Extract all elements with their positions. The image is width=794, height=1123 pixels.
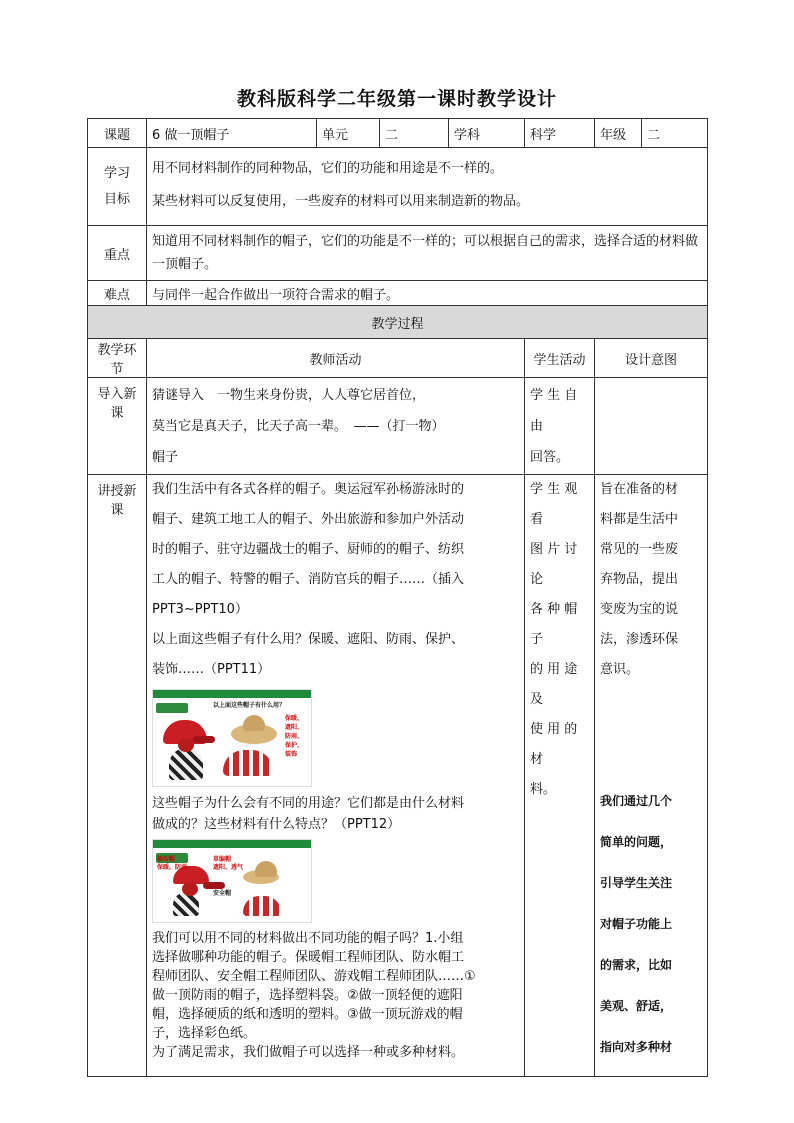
goal-line-2: 某些材料可以反复使用，一些废弃的材料可以用来制造新的物品。 bbox=[152, 194, 530, 209]
teach-row bbox=[88, 475, 708, 1077]
process-header-row bbox=[88, 339, 708, 378]
unit-value: 二 bbox=[380, 119, 449, 148]
straw-hat-icon bbox=[231, 724, 277, 744]
beanie-icon bbox=[173, 892, 199, 916]
teach-paragraph-1: 我们生活中有各式各样的帽子。奥运冠军孙杨游泳时的 帽子、建筑工地工人的帽子、外出旅游和参加户外活动 时的帽子、驻守边疆战士的帽子、厨师的的帽子、纺织 工人的帽子、特警的帽子、消防官兵的帽子……（插入 PPT3~PPT10） 以上面这些帽子有什么用？保暖、遮阳、防雨、保护、 装饰……（PPT11） bbox=[152, 482, 465, 677]
intro-student-1: 学 生 自 由 bbox=[530, 388, 578, 434]
subject-value: 科学 bbox=[525, 119, 595, 148]
difficulty-row bbox=[88, 281, 708, 306]
difficulty-text: 与同伴一起合作做出一项符合需求的帽子。 bbox=[147, 281, 708, 306]
intro-stage: 导入新课 bbox=[88, 378, 147, 475]
straw-hat-icon bbox=[243, 870, 279, 884]
intro-intent bbox=[595, 378, 708, 475]
difficulty-label: 难点 bbox=[88, 281, 147, 306]
process-title: 教学过程 bbox=[88, 306, 708, 339]
key-point-text: 知道用不同材料制作的帽子，它们的功能是不一样的；可以根据自己的需求，选择合适的材料做一顶帽子。 bbox=[147, 226, 708, 281]
intro-student-2: 回答。 bbox=[530, 450, 570, 465]
teach-paragraph-3: 我们可以用不同的材料做出不同功能的帽子吗？1.小组 选择做哪种功能的帽子。保暖帽工程师团队、防水帽工 程师团队、安全帽工程师团队、游戏帽工程师团队……① 做一顶防雨的帽子，选择塑料袋。②做一顶轻便的遮阳 帽，选择硬质的纸和透明的塑料。③做一顶玩游戏的帽 子，选择彩色纸。 为了满足需求，我们做帽子可以选择一种或多种材料。 bbox=[152, 931, 476, 1060]
helmet-icon bbox=[243, 896, 281, 916]
col-intent: 设计意图 bbox=[595, 339, 708, 378]
goals-row bbox=[88, 148, 708, 226]
lesson-value: 6 做一顶帽子 bbox=[147, 119, 317, 148]
key-point-row bbox=[88, 226, 708, 281]
grade-value: 二 bbox=[642, 119, 708, 148]
intro-teacher-3: 帽子 bbox=[152, 450, 179, 465]
col-stage: 教学环节 bbox=[88, 339, 147, 378]
ppt12-slide-image: 棉布帽 保暖、防雨 草编帽 遮阳、透气 安全帽 bbox=[152, 839, 312, 923]
ppt11-slide-image: 以上面这些帽子有什么用？ 保暖、 遮阳、 防雨、 保护、 装饰 bbox=[152, 689, 312, 787]
goal-line-1: 用不同材料制作的同种物品，它们的功能和用途是不一样的。 bbox=[152, 161, 504, 176]
unit-label: 单元 bbox=[317, 119, 380, 148]
intro-teacher-1: 猜谜导入 一物生来身份贵，人人尊它居首位， bbox=[152, 388, 426, 403]
teach-intent: 旨在准备的材 料都是生活中 常见的一些废 弃物品，提出 变废为宝的说 法，渗透环保 意识。 我们通过几个 简单的问题， 引导学生关注 对帽子功能上 的需求，比如 美观、舒适， 指向对多种材 bbox=[595, 475, 708, 1077]
intro-row bbox=[88, 378, 708, 475]
teach-intent-bold: 我们通过几个 简单的问题， 引导学生关注 对帽子功能上 的需求，比如 美观、舒适， 指向对多种材 bbox=[600, 794, 673, 1054]
beanie-icon bbox=[169, 748, 203, 780]
grade-label: 年级 bbox=[595, 119, 642, 148]
lesson-plan-table bbox=[87, 118, 708, 1077]
lesson-label: 课题 bbox=[88, 119, 147, 148]
teach-student-activity: 学 生 观 看 图 片 讨 论 各 种 帽 子 的 用 途 及 使 用 的 材 料。 bbox=[525, 475, 595, 1077]
key-point-label: 重点 bbox=[88, 226, 147, 281]
col-teacher: 教师活动 bbox=[147, 339, 525, 378]
document-title: 教科版科学二年级第一课时教学设计 bbox=[236, 88, 557, 110]
helmet-icon bbox=[223, 750, 273, 776]
intro-teacher-2: 莫当它是真天子，比天子高一辈。 ——（打一物） bbox=[152, 419, 445, 434]
teach-paragraph-2: 这些帽子为什么会有不同的用途？它们都是由什么材料 做成的？这些材料有什么特点？（PPT12） bbox=[152, 796, 465, 832]
goals-label-2: 目标 bbox=[103, 191, 130, 207]
subject-label: 学科 bbox=[449, 119, 525, 148]
teach-stage: 讲授新课 bbox=[88, 475, 147, 1077]
goals-label-1: 学习 bbox=[103, 165, 130, 181]
col-student: 学生活动 bbox=[525, 339, 595, 378]
